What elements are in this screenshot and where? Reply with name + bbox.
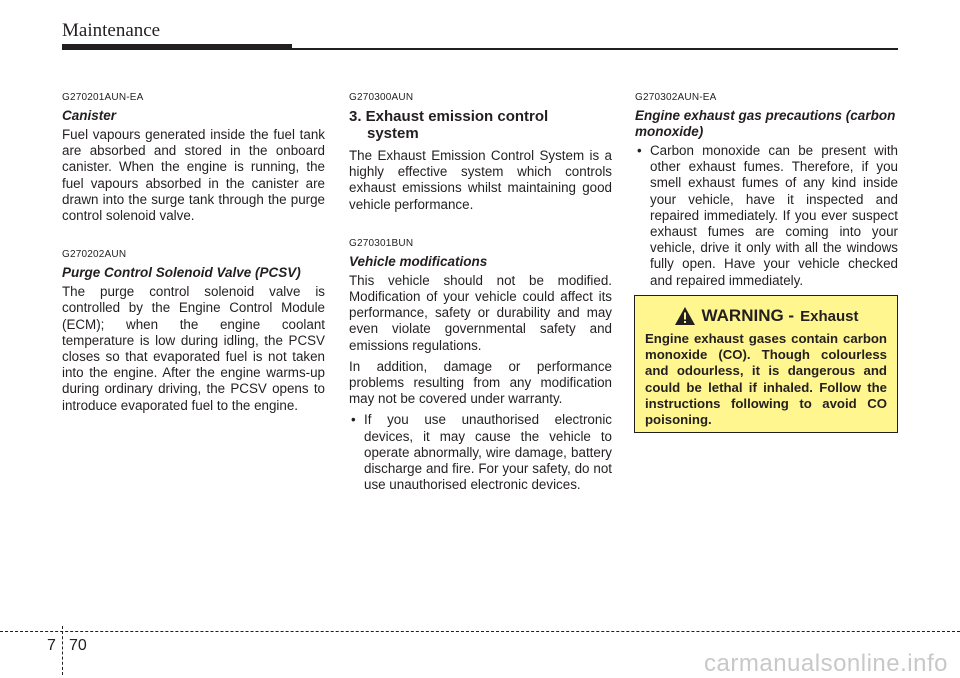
bullet-text: If you use unauthorised electronic devices, it may cause the vehicle to operate abnormally, wire damage, battery discharge and fire. For your safety, do not use unauthorised electronic devices. — [364, 412, 612, 493]
section-code: G270202AUN — [62, 249, 127, 261]
page-number: 70 — [69, 637, 87, 654]
section-title-vehicle-modifications: Vehicle modifications — [349, 253, 488, 269]
watermark: carmanualsonline.info — [704, 650, 948, 677]
heading-line-1: 3. Exhaust emission control — [349, 108, 549, 125]
bullet-text: Carbon monoxide can be present with other exhaust fumes. Therefore, if you smell exhaust fumes of any kind inside your vehicle, have it inspected and repaired immediately. If you ever suspect exhaust fumes are coming into your vehicle, drive it only with all the windows fully open. Have your vehicle checked and repaired immediately. — [650, 143, 898, 288]
header-rule-thick — [62, 44, 292, 50]
page-header-title: Maintenance — [62, 20, 161, 41]
warning-subject: Exhaust — [800, 307, 859, 325]
section-code: G270301BUN — [349, 237, 414, 249]
modifications-paragraph-2: In addition, damage or performance problems resulting from any modification may not be covered under warranty. — [349, 358, 612, 407]
modifications-paragraph-1: This vehicle should not be modified. Modification of your vehicle could affect its performance, safety or durability and may even violate governmental safety and emissions regulations. — [349, 272, 612, 353]
column-2 — [349, 92, 612, 493]
column-3 — [635, 92, 898, 289]
chapter-number: 7 — [47, 637, 56, 654]
header-rule-thin — [292, 48, 898, 50]
section-title-exhaust-precautions: Engine exhaust gas precautions (carbon monoxide) — [635, 108, 896, 139]
section-code: G270300AUN — [349, 92, 414, 103]
section-title-canister: Canister — [62, 108, 117, 123]
column-1 — [62, 92, 325, 419]
bullet-glyph: • — [351, 412, 356, 428]
section-heading-exhaust-emission — [349, 108, 612, 142]
footer-divider — [62, 626, 63, 675]
section-title-pcsv: Purge Control Solenoid Valve (PCSV) — [62, 265, 301, 281]
pcsv-paragraph: The purge control solenoid valve is controlled by the Engine Control Module (ECM); when the engine coolant temperature is low during idling, the PCSV closes so that evaporated fuel is not taken into the engine. After the engine warms-up during ordinary driving, the PCSV opens to introduce evaporated fuel to the engine. — [62, 284, 325, 413]
footer-rule — [0, 631, 960, 632]
carbon-monoxide-bullet — [635, 143, 898, 289]
canister-paragraph: Fuel vapours generated inside the fuel tank are absorbed and stored in the onboard canister. When the engine is running, the fuel vapours absorbed in the canister are drawn into the surge tank through the purge control solenoid valve. — [62, 127, 325, 224]
section-code: G270302AUN-EA — [635, 92, 717, 103]
bullet-glyph: • — [637, 143, 642, 158]
section-code: G270201AUN-EA — [62, 92, 144, 103]
warning-text: Engine exhaust gases contain carbon monoxide (CO). Though colourless and odourless, it is dangerous and could be lethal if inhaled. Follow the instructions following to avoid CO poisoning. — [645, 331, 887, 428]
warning-label: WARNING - — [701, 306, 795, 325]
warning-box — [634, 295, 898, 433]
warning-title — [645, 306, 887, 326]
heading-line-2: system — [367, 125, 419, 142]
exhaust-emission-paragraph: The Exhaust Emission Control System is a highly effective system which controls exhaust emissions whilst maintaining good vehicle performance. — [349, 148, 612, 212]
warning-triangle-icon — [674, 306, 696, 326]
modifications-bullet — [349, 412, 612, 493]
